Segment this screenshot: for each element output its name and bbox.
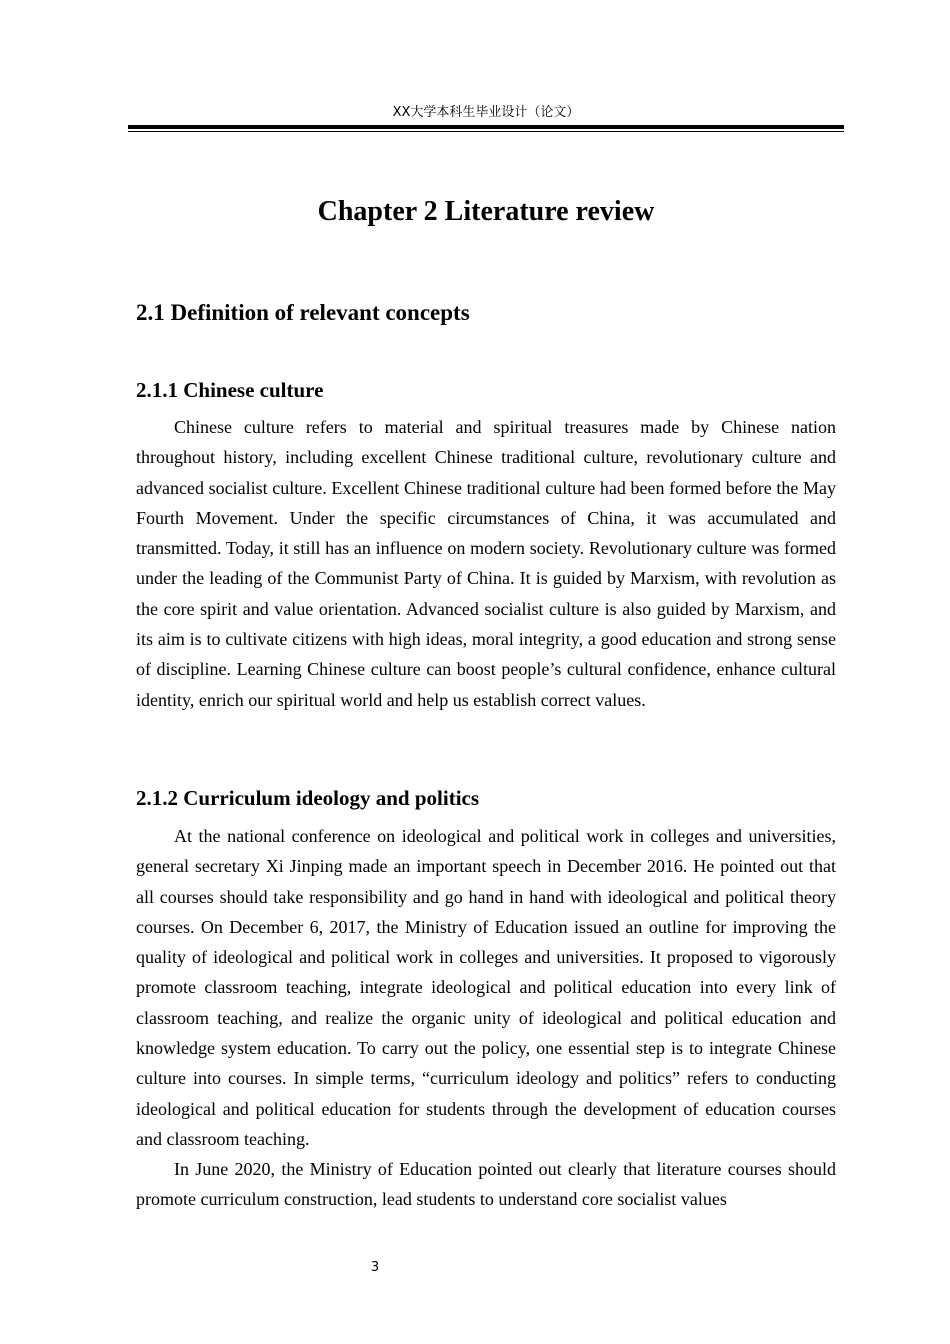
section-heading-2-1: 2.1 Definition of relevant concepts bbox=[136, 300, 470, 325]
header-rule-thick bbox=[128, 125, 844, 129]
running-header: XX大学本科生毕业设计（论文） bbox=[392, 105, 580, 120]
chapter-title: Chapter 2 Literature review bbox=[317, 196, 655, 227]
section-heading-2-1-2: 2.1.2 Curriculum ideology and politics bbox=[136, 786, 480, 810]
header-rule-thin bbox=[128, 131, 844, 132]
paragraph-chinese-culture: Chinese culture refers to material and spiritual treasures made by Chinese nation throughout history, including excellent Chinese traditional culture, revolutionary culture and advanced socialist culture. Excellent Chinese traditional culture had been formed before the May Fourth Movement. Under the specific circumstances of China, it was accumulated and transmitted. Today, it still has an influence on modern society. Revolutionary culture was formed under the leading of the Communist Party of China. It is guided by Marxism, with revolution as the core spirit and value orientation. Advanced socialist culture is also guided by Marxism, and its aim is to cultivate citizens with high ideas, moral integrity, a good education and strong sense of discipline. Learning Chinese culture can boost people’s cultural confidence, enhance cultural identity, enrich our spiritual world and help us establish correct values. bbox=[136, 417, 836, 710]
section-heading-2-1-1: 2.1.1 Chinese culture bbox=[136, 378, 324, 402]
paragraph-curriculum-1: At the national conference on ideological and political work in colleges and universities, general secretary Xi Jinping made an important speech in December 2016. He pointed out that all courses should take responsibility and go hand in hand with ideological and political theory courses. On December 6, 2017, the Ministry of Education issued an outline for improving the quality of ideological and political work in colleges and universities. It proposed to vigorously promote classroom teaching, integrate ideological and political education into every link of classroom teaching, and realize the organic unity of ideological and political education and knowledge system education. To carry out the policy, one essential step is to integrate Chinese culture into courses. In simple terms, “curriculum ideology and politics” refers to conducting ideological and political education for students through the development of education courses and classroom teaching. bbox=[136, 826, 836, 1149]
paragraph-curriculum-2: In June 2020, the Ministry of Education pointed out clearly that literature courses should promote curriculum construction, lead students to understand core socialist values bbox=[136, 1159, 836, 1210]
page-number: 3 bbox=[370, 1260, 380, 1275]
